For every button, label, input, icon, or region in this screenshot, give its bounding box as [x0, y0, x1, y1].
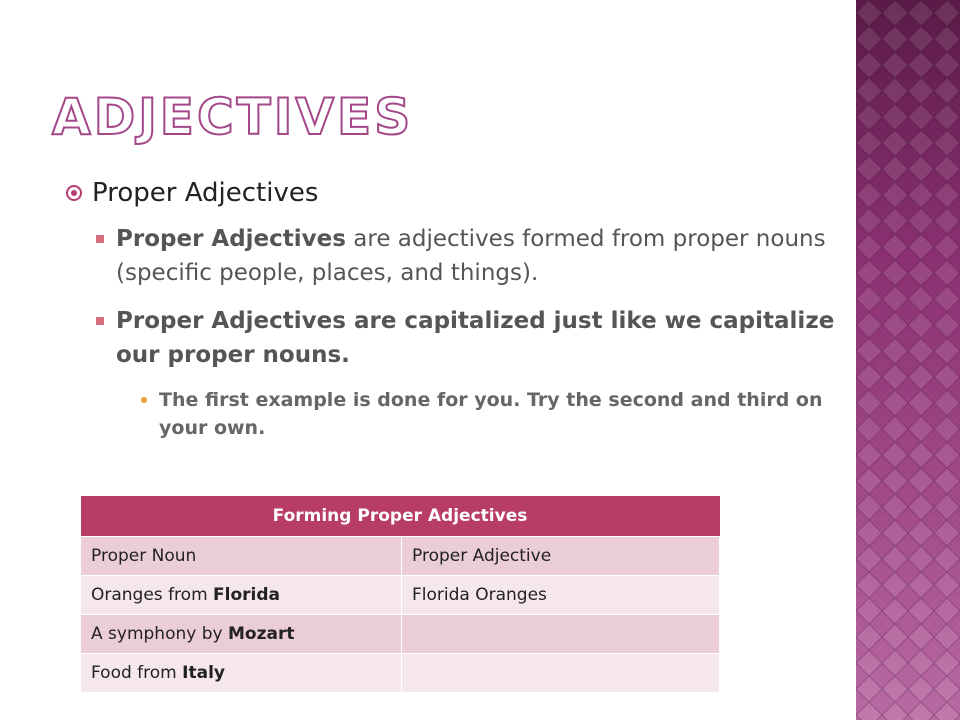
bullet-level2-capitalization	[96, 304, 836, 372]
table-cell-adjective	[402, 654, 720, 693]
noun-bold: Mozart	[227, 624, 295, 644]
proper-adjectives-table	[80, 496, 720, 693]
square-bullet-icon	[96, 317, 104, 325]
table-cell-noun	[81, 615, 402, 654]
bullet-level1	[66, 178, 836, 208]
noun-bold: Florida	[213, 585, 281, 605]
column-header-proper-noun: Proper Noun	[81, 537, 402, 576]
bullet-instructions-text: The first example is done for you. Try the second and third on your own.	[159, 389, 823, 439]
table-row	[81, 615, 720, 654]
table-row	[81, 654, 720, 693]
table-cell-noun	[81, 654, 402, 693]
bullet-level1-text: Proper Adjectives	[92, 178, 319, 208]
table-cell-noun	[81, 576, 402, 615]
table-row	[81, 576, 720, 615]
diamond-pattern-graphic	[856, 0, 960, 720]
dot-bullet-icon	[141, 397, 147, 403]
bullet-level2-definition	[96, 222, 836, 290]
noun-prefix: Food from	[91, 663, 183, 683]
noun-prefix: A symphony by	[91, 624, 228, 644]
bullet-level3-instructions	[141, 386, 836, 442]
bullet-capitalization-text: Proper Adjectives are capitalized just like we capitalize our proper nouns.	[116, 308, 835, 368]
slide-content	[66, 178, 836, 442]
square-bullet-icon	[96, 235, 104, 243]
column-header-proper-adjective: Proper Adjective	[402, 537, 720, 576]
target-bullet-icon	[66, 185, 82, 201]
slide-title: ADJECTIVES	[52, 88, 414, 146]
bullet-definition-bold: Proper Adjectives	[116, 226, 346, 252]
noun-bold: Italy	[182, 663, 225, 683]
table-cell-adjective: Florida Oranges	[402, 576, 720, 615]
table-header: Forming Proper Adjectives	[81, 496, 720, 537]
bullet-definition-text	[116, 222, 836, 290]
decorative-side-band	[856, 0, 960, 720]
table-cell-adjective	[402, 615, 720, 654]
noun-prefix: Oranges from	[91, 585, 214, 605]
table-column-headers-row	[81, 537, 720, 576]
bullet-definition-rest: are adjectives formed from proper nouns (specific people, places, and things).	[116, 226, 826, 286]
